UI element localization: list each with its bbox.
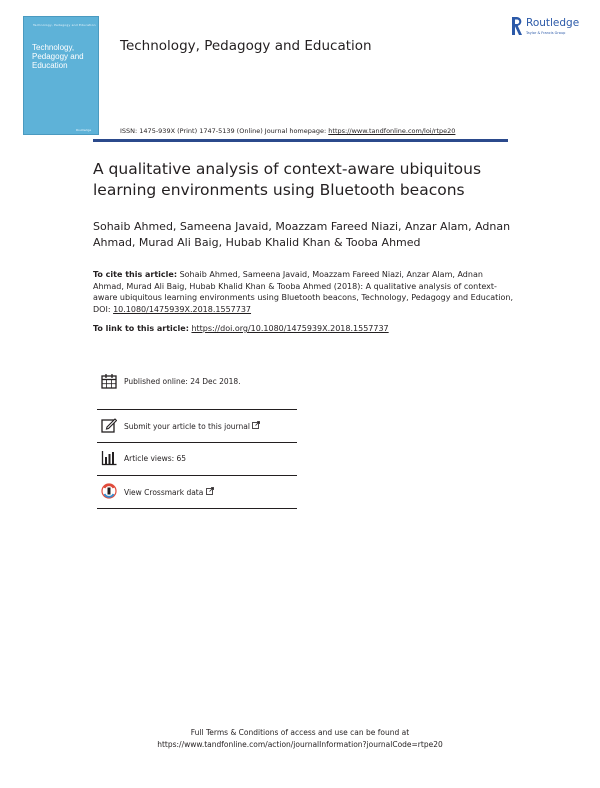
issn-text: ISSN: 1475-939X (Print) 1747-5139 (Online) Journal homepage:	[120, 127, 327, 135]
crossmark-link[interactable]	[124, 487, 214, 497]
external-link-icon	[252, 421, 260, 429]
footer-terms: Full Terms & Conditions of access and use can be found at	[190, 728, 410, 737]
publisher-logo	[510, 16, 586, 40]
crossmark-label: View Crossmark data	[124, 488, 204, 497]
issn-line	[120, 127, 455, 135]
journal-homepage-link[interactable]: https://www.tandfonline.com/loi/rtpe20	[328, 127, 456, 135]
published-row	[97, 367, 297, 410]
external-link-icon	[206, 487, 214, 495]
citation-text: Sohaib Ahmed, Sameena Javaid, Moazzam Fareed Niazi, Anzar Alam, Adnan Ahmad, Murad Ali Baig, Hubab Khalid Khan & Tooba Ahmed (2018): A qualitative analysis of context-aware ubiquitous learning environments using Bluetooth beacons, Technology, Pedagogy and Education, DOI:	[93, 270, 514, 314]
article-authors: Sohaib Ahmed, Sameena Javaid, Moazzam Fareed Niazi, Anzar Alam, Adnan Ahmad, Murad Ali Baig, Hubab Khalid Khan & Tooba Ahmed	[93, 220, 511, 249]
submit-row[interactable]	[97, 410, 297, 443]
citation-label: To cite this article:	[93, 270, 178, 279]
publisher-name: Routledge	[526, 17, 580, 29]
submit-article-link[interactable]	[124, 421, 260, 431]
submit-article-label: Submit your article to this journal	[124, 422, 250, 431]
publisher-tagline: Taylor & Francis Group	[526, 31, 566, 35]
crossmark-row[interactable]	[97, 476, 297, 509]
article-doi-link[interactable]: https://doi.org/10.1080/1475939X.2018.1557737	[191, 324, 389, 333]
article-views: Article views: 65	[124, 454, 187, 463]
journal-cover	[23, 16, 99, 135]
cover-top-text: Technology, Pedagogy and Education	[33, 23, 96, 27]
routledge-logo-icon	[510, 16, 524, 36]
cover-title: Technology, Pedagogy and Education	[32, 43, 84, 70]
citation-doi-link[interactable]: 10.1080/1475939X.2018.1557737	[113, 304, 252, 314]
article-info-list	[97, 367, 297, 509]
published-date: Published online: 24 Dec 2018.	[124, 377, 241, 386]
crossmark-icon	[101, 483, 117, 499]
article-title: A qualitative analysis of context-aware ubiquitous learning environments using Bluetooth beacons	[93, 160, 482, 199]
article-link-line	[93, 324, 513, 333]
journal-title[interactable]: Technology, Pedagogy and Education	[120, 38, 372, 54]
cover-bottom-text: Routledge	[76, 128, 92, 132]
bar-chart-icon	[101, 450, 117, 466]
citation-block	[93, 269, 513, 315]
header-divider	[93, 139, 508, 142]
footer-terms-link[interactable]: https://www.tandfonline.com/action/journalInformation?journalCode=rtpe20	[157, 740, 443, 749]
footer	[0, 727, 600, 751]
calendar-icon	[101, 373, 117, 389]
link-label: To link to this article:	[93, 324, 189, 333]
views-row	[97, 443, 297, 476]
edit-icon	[101, 417, 117, 433]
